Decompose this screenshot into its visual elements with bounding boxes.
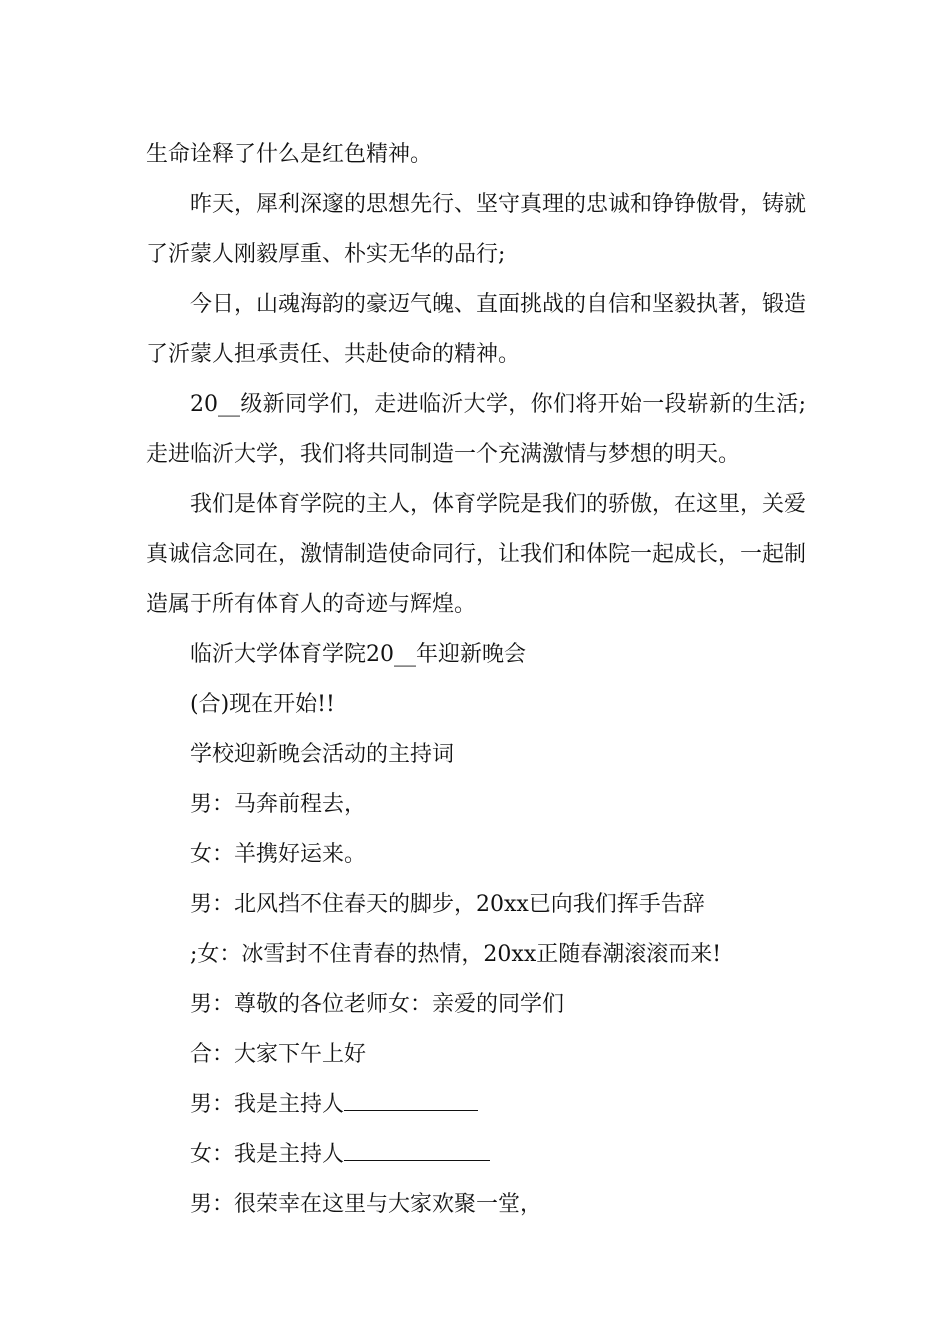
script-line-male-2: 男：北风挡不住春天的脚步，20xx已向我们挥手告辞 bbox=[190, 892, 705, 917]
start-announcement-line: (合)现在开始!! bbox=[190, 692, 335, 717]
paragraph-today: 今日，山魂海韵的豪迈气魄、直面挑战的自信和坚毅执著，锻造了沂蒙人担承责任、共赴使命的精神。 bbox=[146, 292, 807, 367]
male-host-name-blank bbox=[344, 1090, 478, 1111]
paragraph-continuation: 生命诠释了什么是红色精神。 bbox=[146, 142, 433, 167]
script-line-female-2: ;女：冰雪封不住青春的热情，20xx正随春潮滚滚而来! bbox=[190, 942, 722, 967]
female-host-label: 女：我是主持人 bbox=[190, 1142, 345, 1167]
gala-title-line: 临沂大学体育学院20__年迎新晚会 bbox=[190, 642, 526, 667]
paragraph-pe-college: 我们是体育学院的主人，体育学院是我们的骄傲，在这里，关爱真诚信念同在，激情制造使命同行，让我们和体院一起成长，一起制造属于所有体育人的奇迹与辉煌。 bbox=[146, 492, 807, 617]
male-host-label: 男：我是主持人 bbox=[190, 1092, 345, 1117]
script-line-female-host bbox=[146, 1130, 806, 1180]
female-host-name-blank bbox=[344, 1140, 490, 1161]
document-body bbox=[146, 130, 806, 1230]
script-line-male-3: 男：尊敬的各位老师女：亲爱的同学们 bbox=[190, 992, 565, 1017]
script-line-together: 合：大家下午上好 bbox=[190, 1042, 367, 1067]
paragraph-yesterday: 昨天，犀利深邃的思想先行、坚守真理的忠诚和铮铮傲骨，铸就了沂蒙人刚毅厚重、朴实无华的品行; bbox=[146, 192, 807, 267]
script-line-female-1: 女：羊携好运来。 bbox=[190, 842, 367, 867]
section-heading-line: 学校迎新晚会活动的主持词 bbox=[190, 742, 455, 767]
script-line-male-4: 男：很荣幸在这里与大家欢聚一堂， bbox=[190, 1192, 543, 1217]
paragraph-new-students: 20__级新同学们，走进临沂大学，你们将开始一段崭新的生活;走进临沂大学，我们将共同制造一个充满激情与梦想的明天。 bbox=[146, 392, 806, 467]
script-line-male-1: 男：马奔前程去， bbox=[190, 792, 367, 817]
script-line-male-host bbox=[146, 1080, 806, 1130]
